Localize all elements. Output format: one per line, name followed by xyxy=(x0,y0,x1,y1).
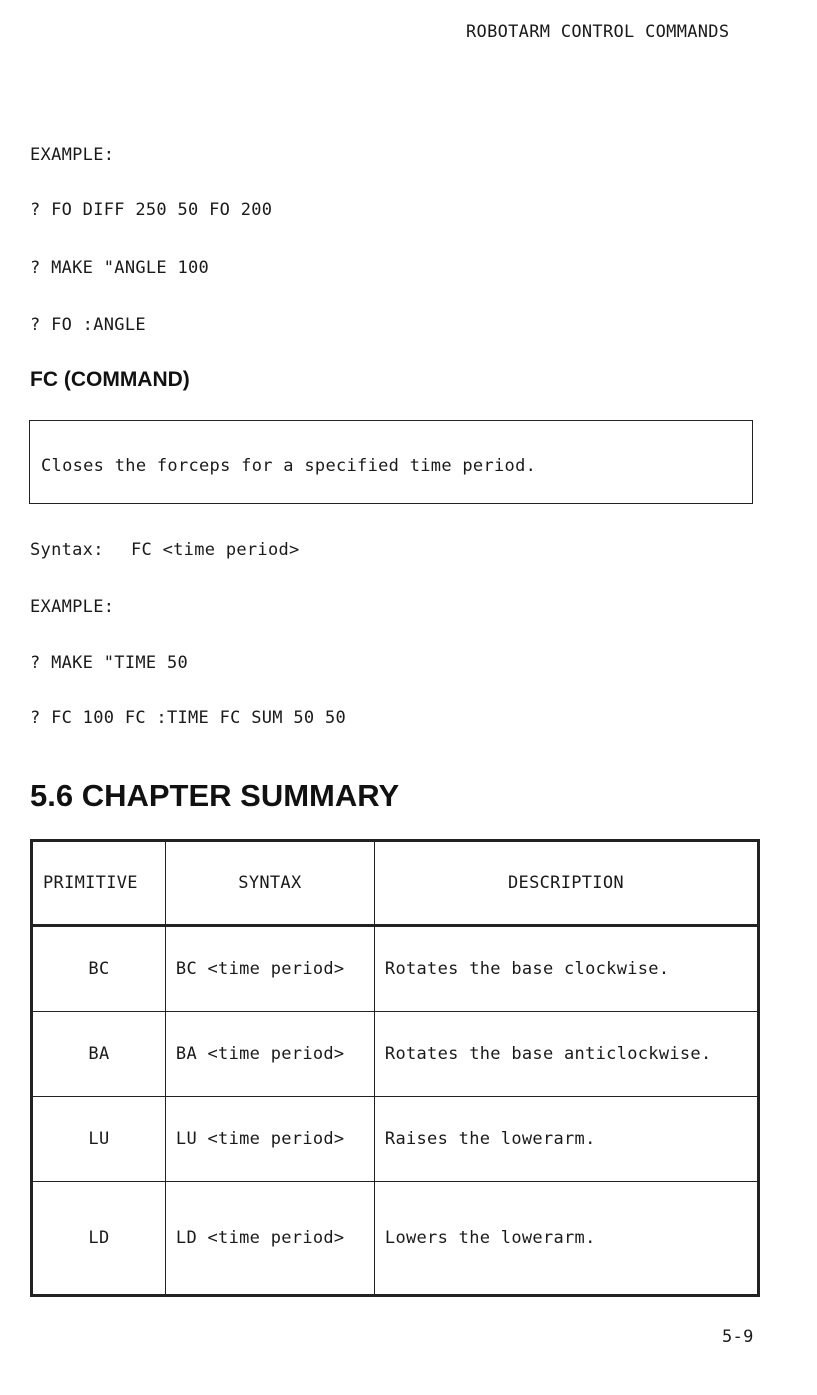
syntax-cell: BA <time period> xyxy=(165,1012,374,1097)
syntax-label: Syntax: xyxy=(30,540,104,560)
primitive-cell: LU xyxy=(32,1097,166,1182)
code-line: ? MAKE "TIME 50 xyxy=(30,653,189,673)
primitive-cell: LD xyxy=(32,1182,166,1296)
table-row xyxy=(32,926,759,1012)
example-label: EXAMPLE: xyxy=(30,145,115,165)
description-cell: Rotates the base anticlockwise. xyxy=(374,1012,758,1097)
table-row xyxy=(32,1012,759,1097)
table-header-row xyxy=(32,841,759,926)
description-box xyxy=(29,420,753,504)
syntax-cell: LU <time period> xyxy=(165,1097,374,1182)
primitive-cell: BA xyxy=(32,1012,166,1097)
chapter-heading: 5.6 CHAPTER SUMMARY xyxy=(30,778,400,813)
column-header-primitive: PRIMITIVE xyxy=(32,841,166,926)
running-head: ROBOTARM CONTROL COMMANDS xyxy=(466,22,730,42)
column-header-syntax: SYNTAX xyxy=(165,841,374,926)
code-line: ? FO :ANGLE xyxy=(30,315,146,335)
syntax-cell: BC <time period> xyxy=(165,926,374,1012)
section-heading: FC (COMMAND) xyxy=(30,368,190,391)
table-row xyxy=(32,1182,759,1296)
description-cell: Lowers the lowerarm. xyxy=(374,1182,758,1296)
code-line: ? FC 100 FC :TIME FC SUM 50 50 xyxy=(30,708,347,728)
description-cell: Rotates the base clockwise. xyxy=(374,926,758,1012)
table-row xyxy=(32,1097,759,1182)
code-line: ? MAKE "ANGLE 100 xyxy=(30,258,210,278)
code-line: ? FO DIFF 250 50 FO 200 xyxy=(30,200,273,220)
syntax-value: FC <time period> xyxy=(131,540,300,560)
description-cell: Raises the lowerarm. xyxy=(374,1097,758,1182)
command-description: Closes the forceps for a specified time period. xyxy=(41,456,537,476)
syntax-cell: LD <time period> xyxy=(165,1182,374,1296)
page-number: 5-9 xyxy=(722,1327,754,1347)
primitive-cell: BC xyxy=(32,926,166,1012)
summary-table xyxy=(30,839,760,1297)
column-header-description: DESCRIPTION xyxy=(374,841,758,926)
example-label: EXAMPLE: xyxy=(30,597,115,617)
